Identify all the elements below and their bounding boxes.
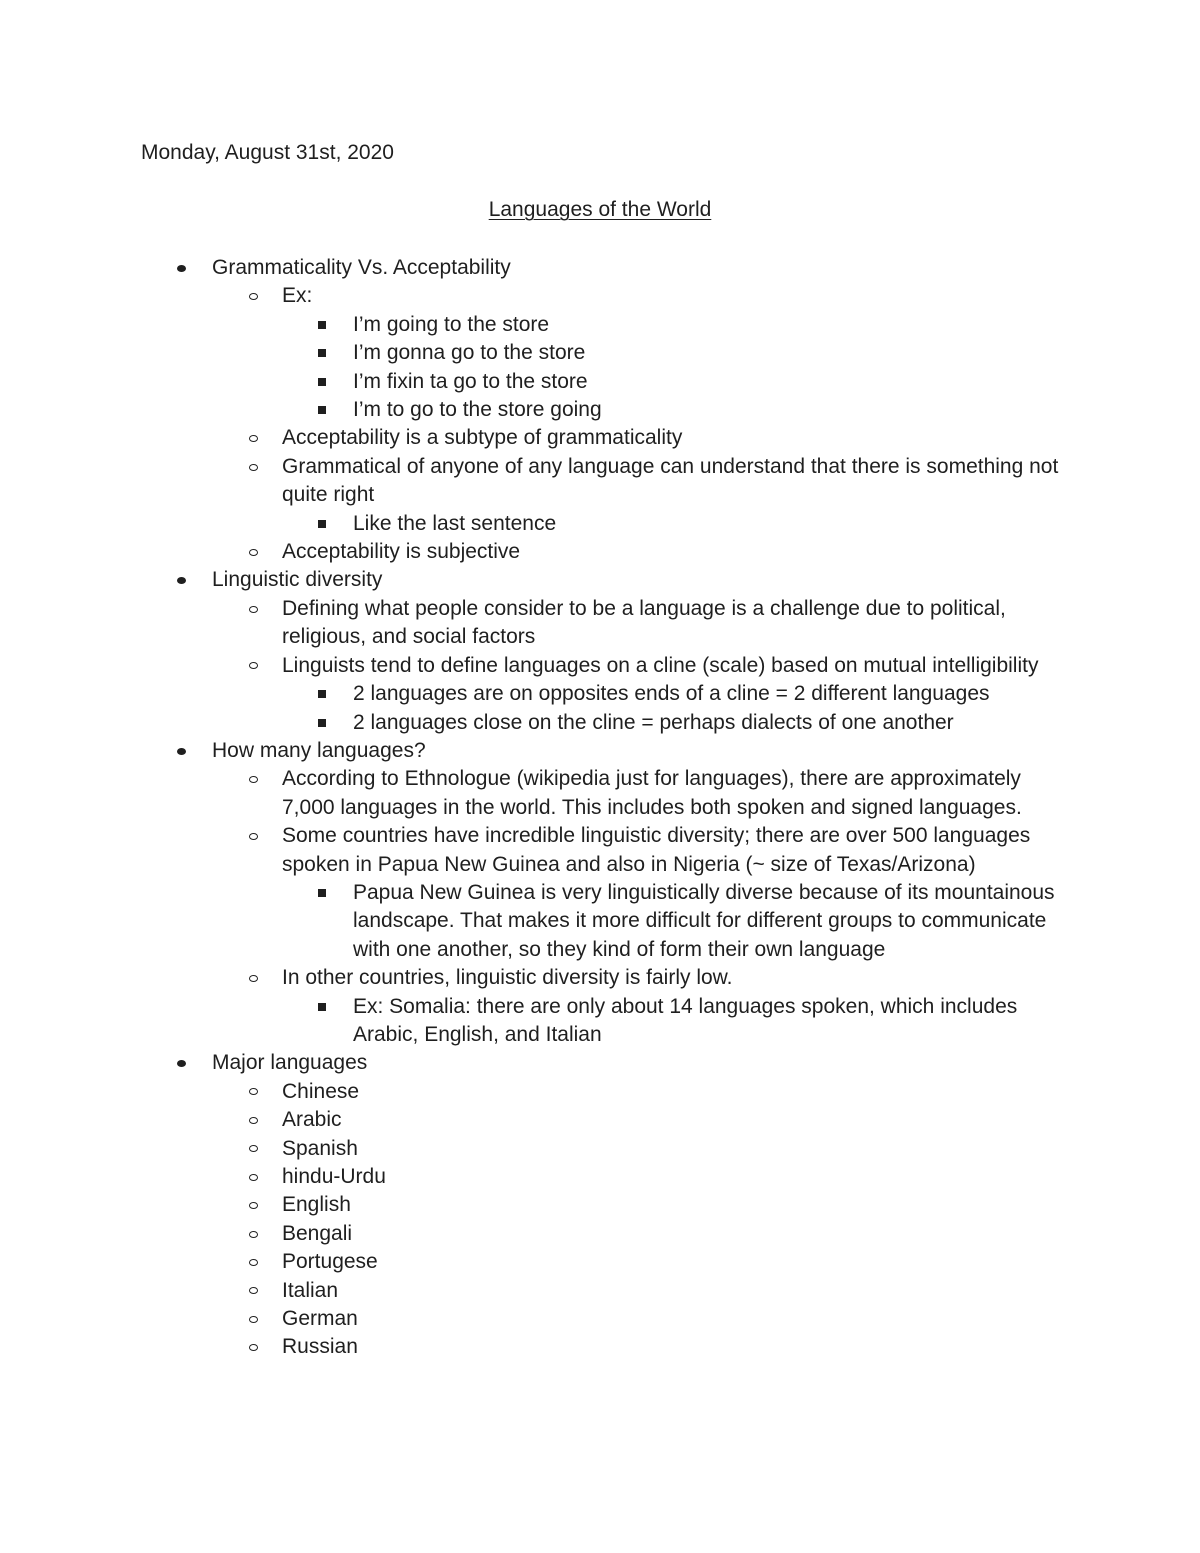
bullet-marker (249, 1333, 258, 1361)
outline-item-text: German (282, 1307, 358, 1331)
outline-item-text: English (282, 1193, 351, 1217)
outline-item-text: Defining what people consider to be a language is a challenge due to political, religious, and social factors (282, 596, 1006, 649)
hollow-circle-bullet-icon (249, 662, 258, 669)
bullet-marker (249, 595, 258, 623)
outline-item-level-1 (0, 566, 1072, 594)
filled-square-bullet-icon (318, 1003, 326, 1011)
outline-item-text: Italian (282, 1278, 339, 1302)
outline-item-level-2 (0, 1220, 1072, 1248)
hollow-circle-bullet-icon (249, 1287, 258, 1294)
outline-item-text: Ex: (282, 284, 313, 308)
hollow-circle-bullet-icon (249, 435, 258, 442)
bullet-marker (318, 339, 326, 367)
filled-circle-bullet-icon (177, 748, 186, 755)
bullet-marker (318, 311, 326, 339)
outline-item-level-2 (0, 822, 1072, 879)
outline-item-text: Grammatical of anyone of any language can understand that there is something not quite right (282, 454, 1059, 507)
outline-item-level-2 (0, 1248, 1072, 1276)
outline-item-level-2 (0, 1277, 1072, 1305)
bullet-marker (318, 368, 326, 396)
bullet-marker (177, 566, 186, 594)
outline-item-text: How many languages? (212, 738, 426, 762)
filled-square-bullet-icon (318, 719, 326, 727)
outline-item-level-1 (0, 1049, 1072, 1077)
outline-item-level-3 (0, 709, 1073, 737)
outline-item-level-2 (0, 964, 1072, 992)
document-date: Monday, August 31st, 2020 (141, 141, 394, 164)
outline-item-text: Bengali (282, 1221, 353, 1245)
outline-item-level-2 (0, 1333, 1072, 1361)
bullet-marker (177, 254, 186, 282)
bullet-marker (249, 424, 258, 452)
hollow-circle-bullet-icon (249, 606, 258, 613)
outline-item-level-2 (0, 1078, 1072, 1106)
filled-circle-bullet-icon (177, 1060, 186, 1067)
hollow-circle-bullet-icon (249, 975, 258, 982)
outline-item-text: I’m going to the store (353, 312, 550, 336)
outline-item-text: Grammaticality Vs. Acceptability (212, 256, 511, 279)
hollow-circle-bullet-icon (249, 1088, 258, 1095)
outline-item-level-2 (0, 424, 1072, 452)
outline-item-level-2 (0, 282, 1072, 310)
bullet-marker (249, 652, 258, 680)
outline-item-text: Linguists tend to define languages on a cline (scale) based on mutual intelligibility (282, 653, 1039, 677)
outline-item-text: Acceptability is subjective (282, 540, 521, 564)
bullet-marker (318, 680, 326, 708)
bullet-marker (318, 396, 326, 424)
bullet-marker (318, 993, 326, 1021)
outline-item-level-2 (0, 652, 1072, 680)
hollow-circle-bullet-icon (249, 833, 258, 840)
bullet-marker (318, 709, 326, 737)
hollow-circle-bullet-icon (249, 1344, 258, 1351)
outline-item-level-2 (0, 1106, 1072, 1134)
outline-item-text: Ex: Somalia: there are only about 14 languages spoken, which includes Arabic, English, and Italian (353, 994, 1018, 1046)
hollow-circle-bullet-icon (249, 1259, 258, 1266)
outline-item-level-3 (0, 879, 1073, 964)
bullet-marker (318, 879, 326, 907)
filled-square-bullet-icon (318, 406, 326, 414)
filled-square-bullet-icon (318, 690, 326, 698)
filled-square-bullet-icon (318, 889, 326, 897)
outline-item-text: Major languages (212, 1051, 368, 1075)
outline-item-level-3 (0, 680, 1073, 708)
outline-item-text: Like the last sentence (353, 511, 557, 535)
outline-item-text: Chinese (282, 1079, 360, 1103)
filled-circle-bullet-icon (177, 577, 186, 584)
outline-item-text: Some countries have incredible linguistic diversity; there are over 500 languages spoken in Papua New Guinea and also in Nigeria (~ size of Texas/Arizona) (282, 824, 1031, 876)
outline-item-text: 2 languages are on opposites ends of a cline = 2 different languages (353, 682, 990, 706)
outline-item-level-2 (0, 453, 1072, 510)
bullet-marker (249, 964, 258, 992)
filled-circle-bullet-icon (177, 265, 186, 272)
bullet-marker (177, 1049, 186, 1077)
hollow-circle-bullet-icon (249, 776, 258, 783)
outline-item-level-1 (0, 254, 1072, 282)
outline-item-level-2 (0, 1191, 1072, 1219)
bullet-marker (249, 1277, 258, 1305)
outline-item-text: I’m to go to the store going (353, 398, 602, 422)
bullet-marker (249, 1305, 258, 1333)
outline-item-text: According to Ethnologue (wikipedia just for languages), there are approximately 7,000 languages in the world. This includes both spoken and signed languages. (282, 767, 1022, 819)
bullet-marker (249, 538, 258, 566)
outline-list (0, 254, 1200, 1362)
hollow-circle-bullet-icon (249, 1174, 258, 1181)
outline-item-level-3 (0, 339, 1073, 367)
bullet-marker (249, 1220, 258, 1248)
outline-item-level-2 (0, 595, 1072, 652)
document-title-row (0, 196, 1200, 224)
outline-item-text: Spanish (282, 1136, 358, 1160)
bullet-marker (249, 1106, 258, 1134)
outline-item-level-2 (0, 1163, 1072, 1191)
outline-item-text: Papua New Guinea is very linguistically diverse because of its mountainous landscape. That makes it more difficult for different groups to communicate with one another, so they kind of form their own language (353, 880, 1055, 961)
bullet-marker (318, 510, 326, 538)
filled-square-bullet-icon (318, 349, 326, 357)
bullet-marker (249, 765, 258, 793)
bullet-marker (249, 453, 258, 481)
bullet-marker (249, 1248, 258, 1276)
filled-square-bullet-icon (318, 520, 326, 528)
outline-item-level-3 (0, 993, 1073, 1050)
hollow-circle-bullet-icon (249, 549, 258, 556)
outline-item-text: Portugese (282, 1250, 378, 1274)
outline-item-level-3 (0, 396, 1073, 424)
hollow-circle-bullet-icon (249, 293, 258, 300)
outline-item-level-1 (0, 737, 1072, 765)
outline-item-level-3 (0, 368, 1073, 396)
document-title: Languages of the World (488, 198, 712, 221)
hollow-circle-bullet-icon (249, 1202, 258, 1209)
bullet-marker (249, 282, 258, 310)
filled-square-bullet-icon (318, 378, 326, 386)
outline-item-level-2 (0, 1305, 1072, 1333)
bullet-marker (249, 1191, 258, 1219)
outline-item-level-2 (0, 538, 1072, 566)
bullet-marker (249, 822, 258, 850)
outline-item-level-3 (0, 510, 1073, 538)
outline-item-text: I’m gonna go to the store (353, 341, 586, 365)
filled-square-bullet-icon (318, 321, 326, 329)
outline-item-text: Russian (282, 1335, 358, 1359)
outline-item-text: 2 languages close on the cline = perhaps dialects of one another (353, 710, 954, 734)
hollow-circle-bullet-icon (249, 1145, 258, 1152)
hollow-circle-bullet-icon (249, 1117, 258, 1124)
outline-item-text: Linguistic diversity (212, 568, 383, 592)
bullet-marker (249, 1163, 258, 1191)
bullet-marker (177, 737, 186, 765)
outline-item-text: In other countries, linguistic diversity is fairly low. (282, 966, 733, 990)
outline-item-text: hindu-Urdu (282, 1165, 386, 1188)
outline-item-text: I’m fixin ta go to the store (353, 369, 588, 393)
outline-item-level-3 (0, 311, 1073, 339)
hollow-circle-bullet-icon (249, 1231, 258, 1238)
outline-item-text: Acceptability is a subtype of grammaticality (282, 426, 683, 450)
outline-item-level-2 (0, 765, 1072, 822)
outline-item-level-2 (0, 1135, 1072, 1163)
outline-item-text: Arabic (282, 1108, 342, 1132)
hollow-circle-bullet-icon (249, 1316, 258, 1323)
bullet-marker (249, 1078, 258, 1106)
bullet-marker (249, 1135, 258, 1163)
hollow-circle-bullet-icon (249, 464, 258, 471)
